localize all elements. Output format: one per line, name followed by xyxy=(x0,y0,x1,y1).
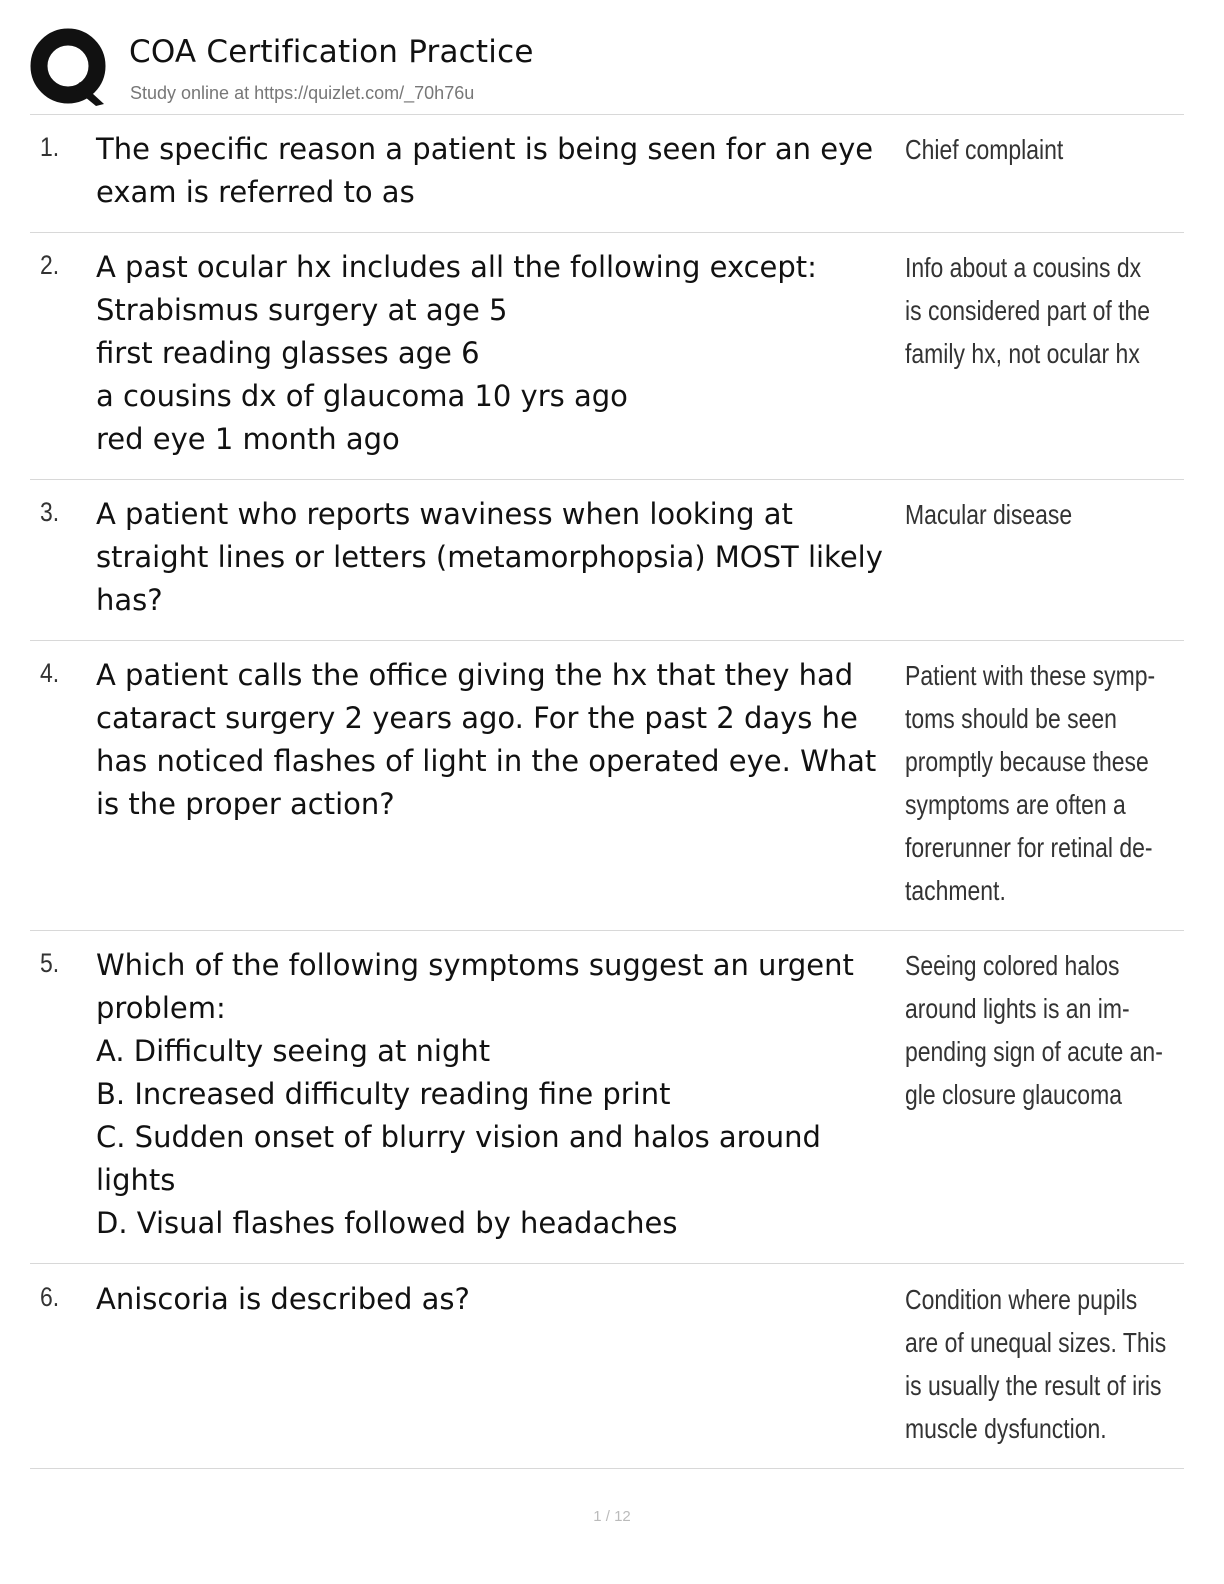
flashcard-2 xyxy=(30,246,1184,480)
card-question xyxy=(96,944,911,1245)
flashcard-6 xyxy=(30,1278,1184,1469)
answer-line: is considered part of the xyxy=(905,295,1151,326)
page-header xyxy=(30,28,1184,115)
card-question xyxy=(96,493,911,622)
study-online-link[interactable]: Study online at https://quizlet.com/_70h76u xyxy=(130,83,475,103)
question-line: A patient who reports waviness when looking at xyxy=(96,497,793,531)
card-number: 5. xyxy=(40,948,60,978)
answer-line: Seeing colored halos xyxy=(905,950,1120,981)
question-line: has? xyxy=(96,583,163,617)
card-question xyxy=(96,654,911,826)
question-line: red eye 1 month ago xyxy=(96,422,400,456)
answer-line: gle closure glaucoma xyxy=(905,1079,1122,1110)
question-line: lights xyxy=(96,1163,176,1197)
question-line: Which of the following symptoms suggest an urgent xyxy=(96,948,854,982)
card-answer xyxy=(905,944,1180,1116)
card-answer xyxy=(905,493,1180,536)
question-line: has noticed flashes of light in the operated eye. What xyxy=(96,744,877,778)
flashcard-5 xyxy=(30,944,1184,1264)
question-line: A patient calls the office giving the hx that they had xyxy=(96,658,854,692)
card-answer xyxy=(905,1278,1180,1450)
question-line: Aniscoria is described as? xyxy=(96,1282,470,1316)
card-number: 2. xyxy=(40,250,60,280)
answer-line: Info about a cousins dx xyxy=(905,252,1142,283)
answer-line: muscle dysfunction. xyxy=(905,1413,1107,1444)
answer-line: pending sign of acute an- xyxy=(905,1036,1163,1067)
question-line: B. Increased difficulty reading fine print xyxy=(96,1077,671,1111)
card-answer xyxy=(905,246,1180,375)
card-question xyxy=(96,128,911,214)
card-number: 4. xyxy=(40,658,60,688)
quizlet-logo-icon xyxy=(30,28,110,108)
answer-line: is usually the result of iris xyxy=(905,1370,1162,1401)
question-line: a cousins dx of glaucoma 10 yrs ago xyxy=(96,379,628,413)
card-question xyxy=(96,246,911,461)
answer-line: family hx, not ocular hx xyxy=(905,338,1140,369)
question-line: problem: xyxy=(96,991,226,1025)
question-line: D. Visual flashes followed by headaches xyxy=(96,1206,678,1240)
answer-line: toms should be seen xyxy=(905,703,1117,734)
flashcard-4 xyxy=(30,654,1184,931)
card-number: 1. xyxy=(40,132,60,162)
question-line: The specific reason a patient is being seen for an eye xyxy=(96,132,874,166)
question-line: first reading glasses age 6 xyxy=(96,336,480,370)
card-number: 3. xyxy=(40,497,60,527)
answer-line: are of unequal sizes. This xyxy=(905,1327,1167,1358)
card-answer xyxy=(905,654,1180,912)
question-line: is the proper action? xyxy=(96,787,395,821)
answer-line: Condition where pupils xyxy=(905,1284,1138,1315)
answer-line: symptoms are often a xyxy=(905,789,1126,820)
question-line: A. Difficulty seeing at night xyxy=(96,1034,491,1068)
answer-line: forerunner for retinal de- xyxy=(905,832,1153,863)
question-line: C. Sudden onset of blurry vision and halos around xyxy=(96,1120,821,1154)
answer-line: Macular disease xyxy=(905,499,1073,530)
page-number: 1 / 12 xyxy=(593,1508,631,1525)
answer-line: tachment. xyxy=(905,875,1006,906)
question-line: A past ocular hx includes all the following except: xyxy=(96,250,817,284)
card-answer xyxy=(905,128,1180,171)
answer-line: Patient with these symp- xyxy=(905,660,1156,691)
page-title: COA Certification Practice xyxy=(129,34,534,70)
flashcard-3 xyxy=(30,493,1184,641)
answer-line: around lights is an im- xyxy=(905,993,1130,1024)
question-line: exam is referred to as xyxy=(96,175,415,209)
answer-line: promptly because these xyxy=(905,746,1149,777)
answer-line: Chief complaint xyxy=(905,134,1064,165)
card-question xyxy=(96,1278,911,1321)
question-line: cataract surgery 2 years ago. For the past 2 days he xyxy=(96,701,858,735)
card-number: 6. xyxy=(40,1282,60,1312)
question-line: Strabismus surgery at age 5 xyxy=(96,293,508,327)
question-line: straight lines or letters (metamorphopsia) MOST likely xyxy=(96,540,883,574)
flashcard-1 xyxy=(30,128,1184,233)
